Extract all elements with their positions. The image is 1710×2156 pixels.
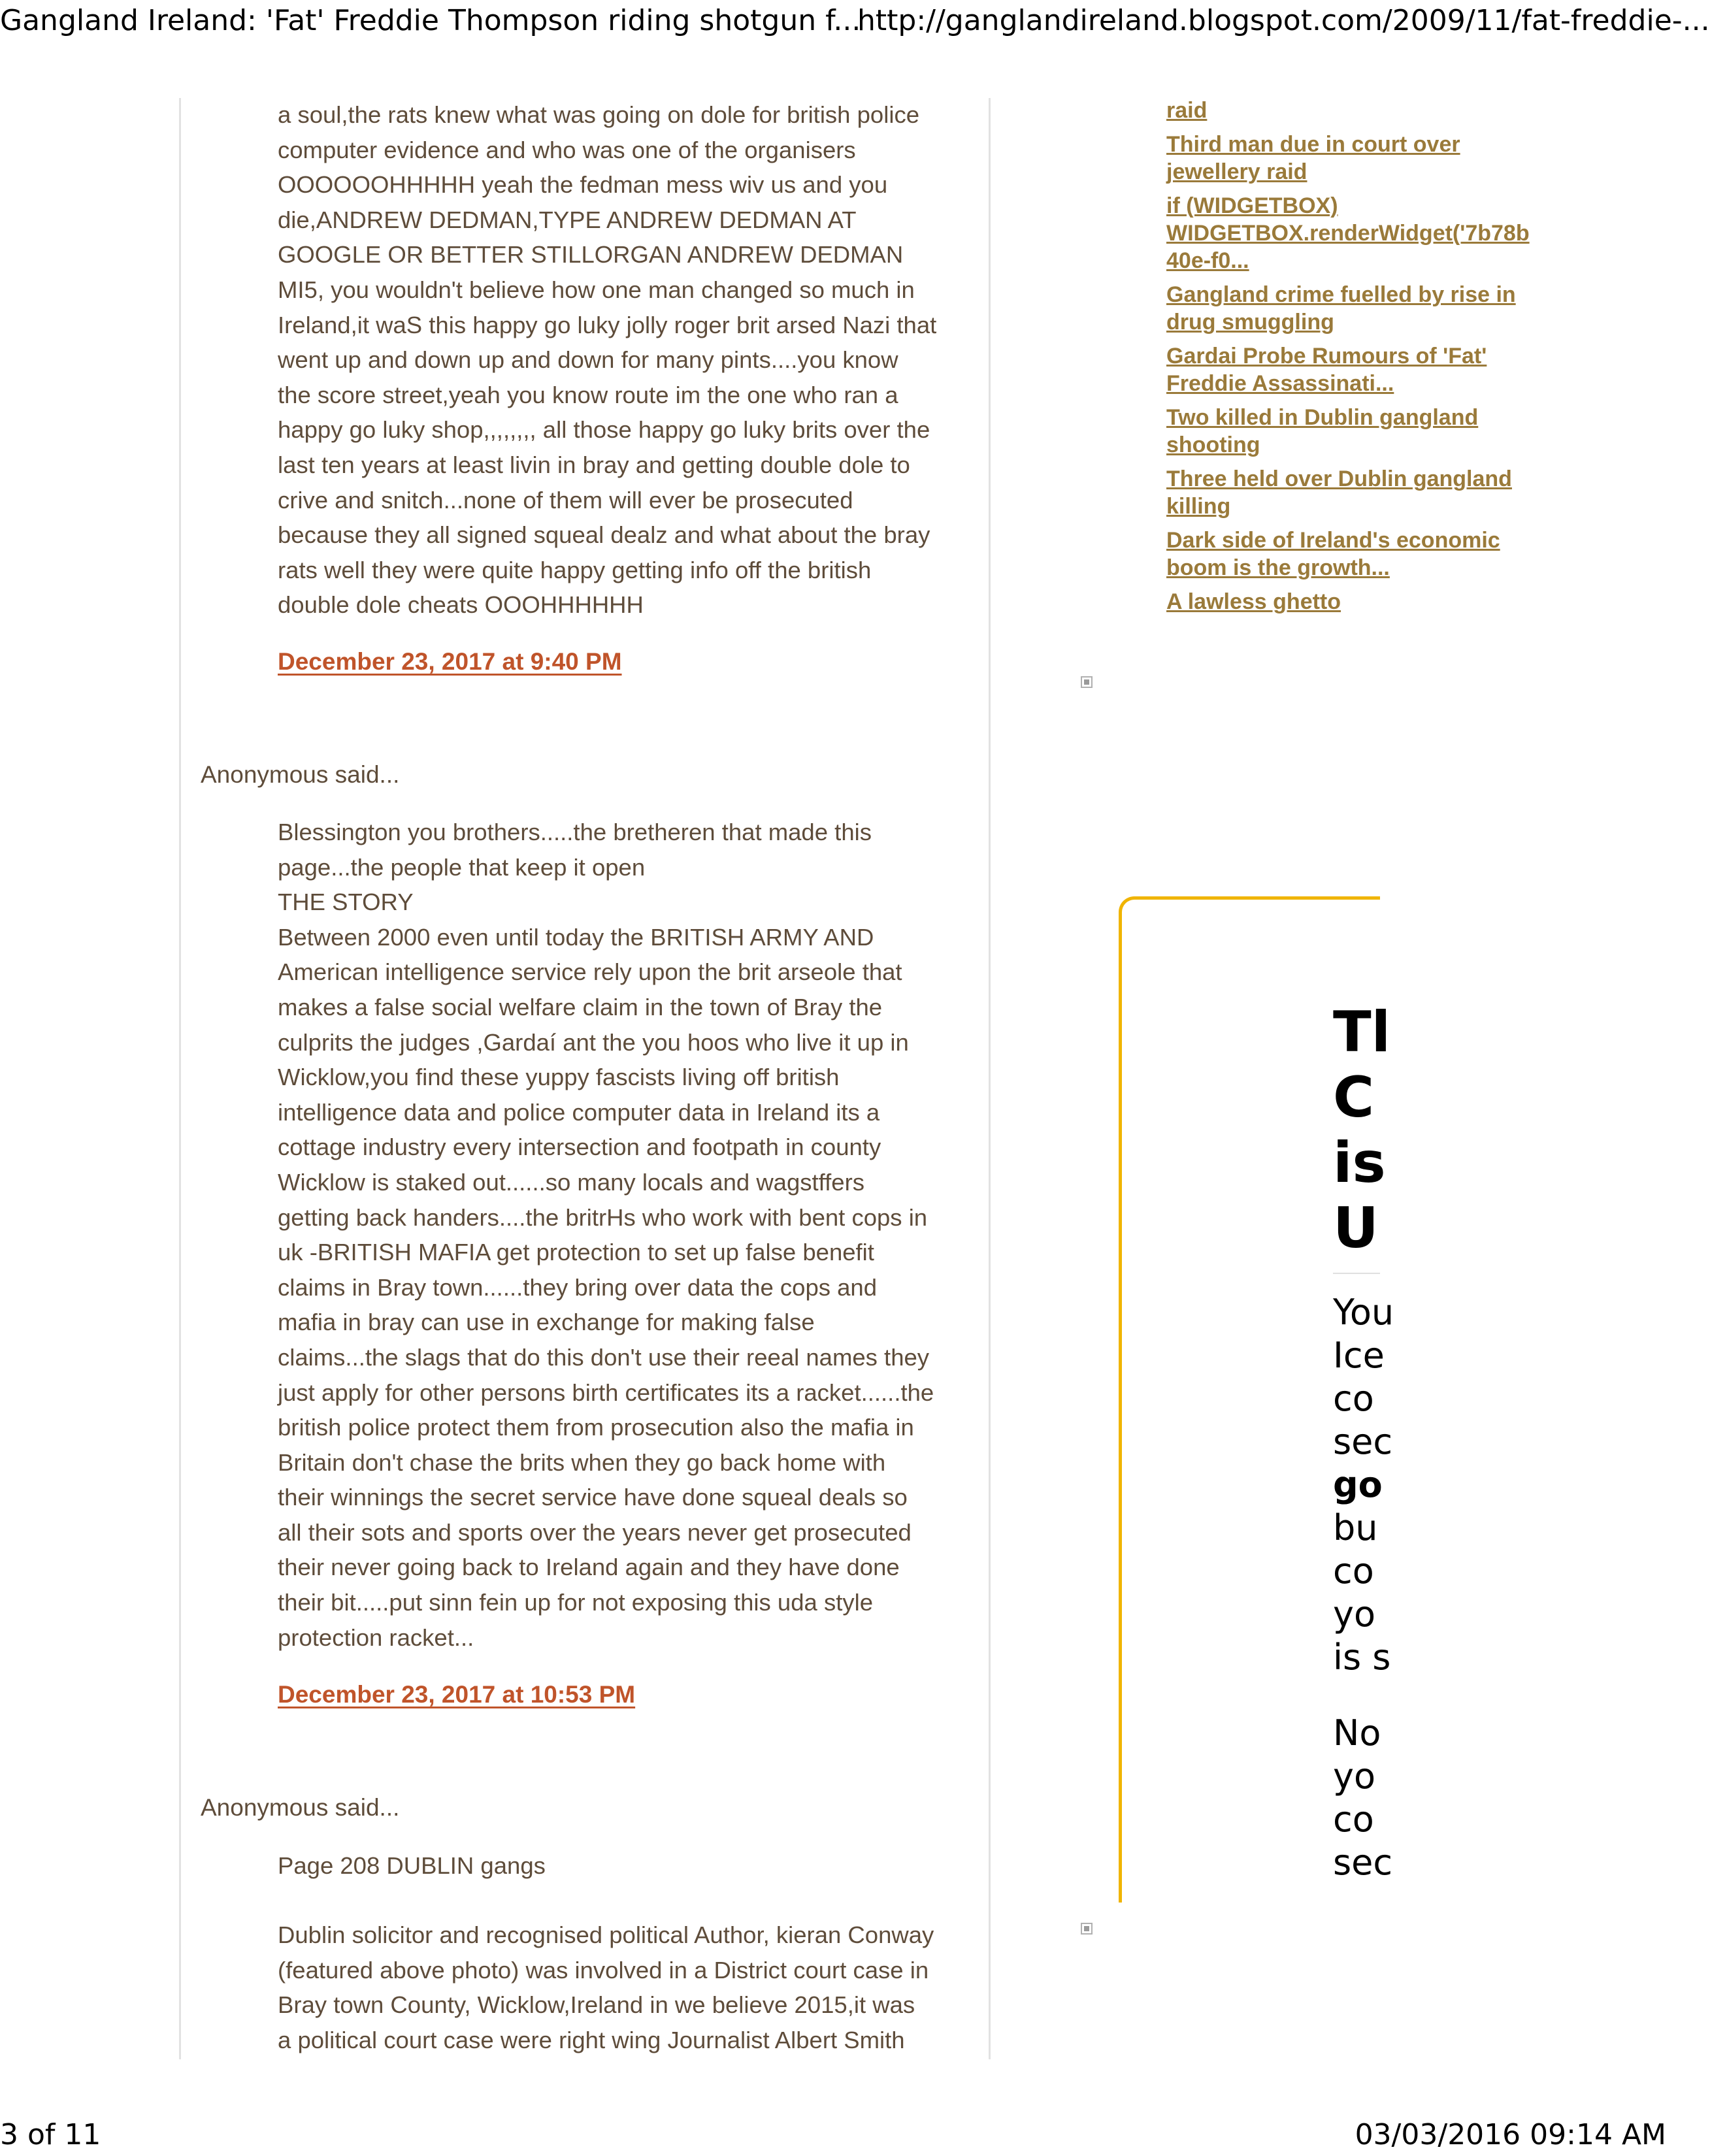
print-page-count: 3 of 11: [0, 2118, 101, 2151]
comment-line: claims...the slags that do this don't use their reeal names they: [278, 1343, 930, 1371]
column-divider-left: [179, 98, 181, 2059]
ad-text-line: bu: [1333, 1507, 1378, 1548]
ad-text-line: You: [1333, 1292, 1394, 1333]
sidebar-post-link[interactable]: if (WIDGETBOX) WIDGETBOX.renderWidget('7b78b 40e-f0...: [1166, 193, 1530, 273]
comment-line: last ten years at least livin in bray and getting double dole to: [278, 451, 910, 478]
comment-line: mafia in bray can use in exchange for making false: [278, 1309, 815, 1336]
comment-body-3: [278, 1918, 990, 2057]
ad-text-line: yo: [1333, 1593, 1375, 1635]
comment-author-2: Anonymous said...: [201, 761, 400, 788]
comment-body-2: [278, 815, 990, 1655]
ad-title-line: C: [1333, 1065, 1375, 1130]
comment-line: uk -BRITISH MAFIA get protection to set up false benefit: [278, 1239, 874, 1266]
ad-title-line: is: [1333, 1130, 1386, 1196]
comment-line: double dole cheats OOOHHHHHH: [278, 591, 644, 619]
comment-line: their bit.....put sinn fein up for not exposing this uda style: [278, 1589, 874, 1616]
comment-author-3: Anonymous said...: [201, 1794, 400, 1821]
ad-text-line: yo: [1333, 1756, 1375, 1797]
comment-line: Wicklow,you find these yuppy fascists living off british: [278, 1064, 840, 1091]
comment-line: die,ANDREW DEDMAN,TYPE ANDREW DEDMAN AT: [278, 206, 857, 233]
comment-line: british police protect them from prosecution also the mafia in: [278, 1414, 914, 1441]
comment-line: Ireland,it waS this happy go luky jolly roger brit arsed Nazi that: [278, 311, 937, 338]
ad-text-line: No: [1333, 1712, 1381, 1754]
comment-line: all their sots and sports over the years never get prosecuted: [278, 1518, 912, 1546]
print-datetime: 03/03/2016 09:14 AM: [1355, 2118, 1666, 2151]
comment-line: American intelligence service rely upon the brit arseole that: [278, 958, 902, 986]
sidebar-post-link[interactable]: A lawless ghetto: [1166, 589, 1341, 614]
comment-line: intelligence data and police computer data in Ireland its a: [278, 1098, 880, 1126]
comment-line: their winnings the secret service have done squeal deals so: [278, 1484, 908, 1511]
comment-line: MI5, you wouldn't believe how one man changed so much in: [278, 276, 915, 303]
ad-text-line: co: [1333, 1378, 1374, 1419]
comment-line: cottage industry every intersection and footpath in county: [278, 1134, 881, 1161]
sidebar-post-link[interactable]: Gardai Probe Rumours of 'Fat' Freddie Assassinati...: [1166, 344, 1487, 396]
comment-line: rats well they were quite happy getting info off the british: [278, 556, 872, 583]
ad-text-line: co: [1333, 1799, 1374, 1840]
sidebar-post-link[interactable]: Two killed in Dublin gangland shooting: [1166, 405, 1479, 457]
comment-line: Bray town County, Wicklow,Ireland in we believe 2015,it was: [278, 1991, 915, 2019]
comment-line: Blessington you brothers.....the bretheren that made this: [278, 819, 872, 845]
ad-text-line: Ice: [1333, 1335, 1385, 1376]
ad-separator: [1333, 1273, 1380, 1274]
comment-line: Wicklow is staked out......so many locals and wagstffers: [278, 1168, 864, 1196]
comment-line: claims in Bray town......they bring over data the cops and: [278, 1273, 878, 1301]
ad-title-line: Tl: [1333, 1000, 1391, 1065]
comment-line: (featured above photo) was involved in a District court case in: [278, 1956, 929, 1984]
comment-line: getting back handers....the britrHs who work with bent cops in: [278, 1203, 928, 1231]
comment-timestamp-1[interactable]: December 23, 2017 at 9:40 PM: [278, 648, 622, 675]
comment-line: OOOOOOHHHHH yeah the fedman mess wiv us and you: [278, 171, 888, 199]
print-url: http://ganglandireland.blogspot.com/2009/11/fat-freddie-...: [857, 4, 1710, 37]
ad-text-line: sec: [1333, 1421, 1393, 1462]
comment-line: Dublin solicitor and recognised political Author, kieran Conway: [278, 1921, 934, 1948]
comment-line: Britain don't chase the brits when they go back home with: [278, 1448, 886, 1476]
comment-line: just apply for other persons birth certificates its a racket......the: [278, 1379, 934, 1406]
widget-placeholder-icon: [1081, 1923, 1093, 1935]
ad-text-line: co: [1333, 1550, 1374, 1592]
comment-body-1: [278, 97, 990, 623]
comment-line: Between 2000 even until today the BRITISH ARMY AND: [278, 923, 874, 951]
ad-title-line: U: [1333, 1196, 1379, 1261]
ad-text-line: sec: [1333, 1842, 1393, 1883]
comment-line: computer evidence and who was one of the organisers: [278, 136, 856, 163]
comment-line: a soul,the rats knew what was going on dole for british police: [278, 101, 919, 128]
comment-line: protection racket...: [278, 1624, 474, 1651]
ad-text-line: go: [1333, 1464, 1383, 1505]
comment-line: makes a false social welfare claim in the town of Bray the: [278, 993, 883, 1021]
comment-line: their never going back to Ireland again and they have done: [278, 1554, 900, 1581]
comment-line: a political court case were right wing Journalist Albert Smith: [278, 2026, 905, 2053]
comment-line: THE STORY: [278, 889, 414, 916]
comment-line: culprits the judges ,Gardaí ant the you hoos who live it up in: [278, 1028, 909, 1056]
comment-line: went up and down up and down for many pints....you know: [278, 346, 898, 374]
comment-heading-3: Page 208 DUBLIN gangs: [278, 1852, 546, 1879]
sidebar-post-link[interactable]: Dark side of Ireland's economic boom is the growth...: [1166, 528, 1500, 580]
comment-line: because they all signed squeal dealz and what about the bray: [278, 521, 930, 549]
widget-placeholder-icon: [1081, 676, 1093, 688]
comment-line: GOOGLE OR BETTER STILLORGAN ANDREW DEDMAN: [278, 241, 904, 269]
comment-timestamp-2[interactable]: December 23, 2017 at 10:53 PM: [278, 1681, 636, 1708]
sidebar-post-link[interactable]: raid: [1166, 98, 1208, 123]
comment-line: crive and snitch...none of them will ever be prosecuted: [278, 486, 853, 514]
ad-content[interactable]: [1333, 1000, 1394, 1901]
sidebar-post-link[interactable]: Three held over Dublin gangland killing: [1166, 466, 1512, 519]
comment-line: page...the people that keep it open: [278, 853, 646, 881]
print-page-title: Gangland Ireland: 'Fat' Freddie Thompson riding shotgun f...: [0, 4, 861, 37]
comment-line: the score street,yeah you know route im the one who ran a: [278, 381, 898, 408]
comment-line: happy go luky shop,,,,,,,, all those happy go luky brits over the: [278, 416, 930, 444]
ad-text-line: is s: [1333, 1637, 1391, 1678]
sidebar-recent-posts: [1166, 97, 1558, 622]
sidebar-post-link[interactable]: Gangland crime fuelled by rise in drug smuggling: [1166, 282, 1516, 335]
sidebar-post-link[interactable]: Third man due in court over jewellery raid: [1166, 132, 1460, 184]
